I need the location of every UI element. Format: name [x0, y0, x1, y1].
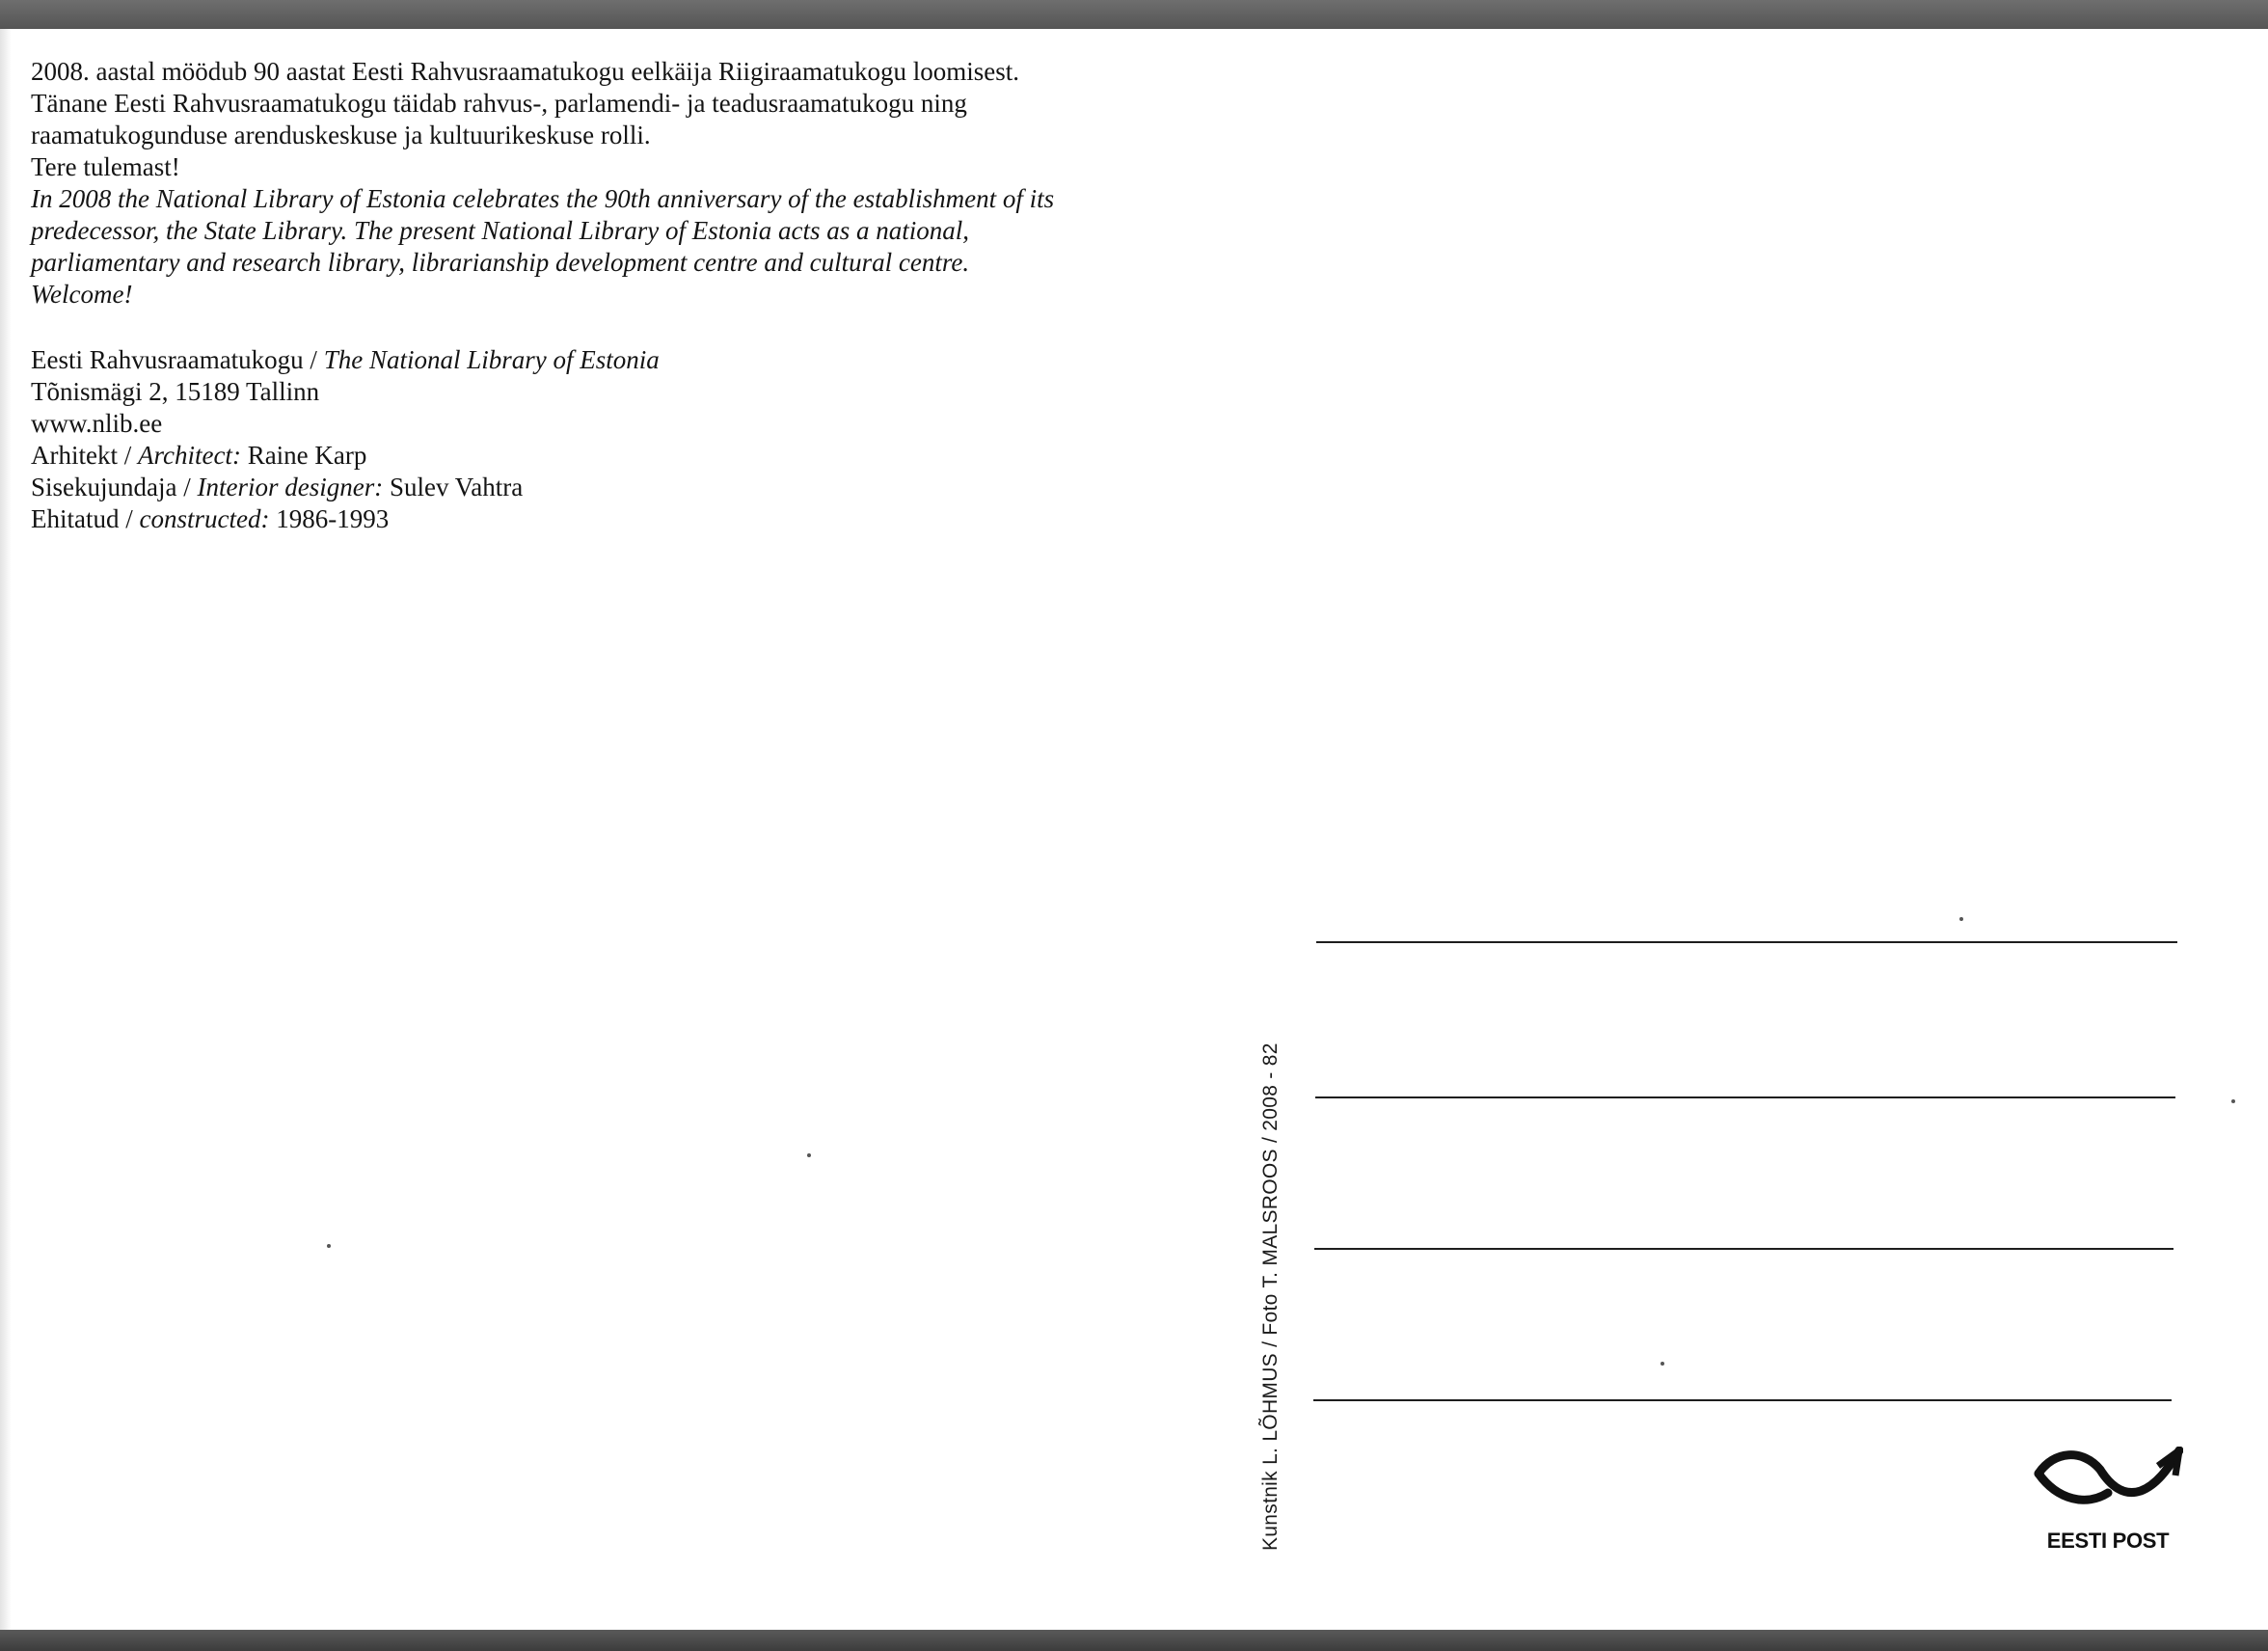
- address-line-3: [1314, 1248, 2174, 1250]
- interior-label-et: Sisekujundaja /: [31, 473, 191, 501]
- dust-speck: [2231, 1099, 2235, 1103]
- paragraph-et-line-3: raamatukogunduse arenduskeskuse ja kultuurikeskuse rolli.: [31, 121, 651, 149]
- paragraph-en-line-1: In 2008 the National Library of Estonia celebrates the 90th anniversary of the establishment of its: [31, 184, 1055, 213]
- dust-speck: [1959, 917, 1963, 921]
- scan-border-bottom: [0, 1630, 2268, 1651]
- constructed-years: 1986-1993: [276, 504, 390, 533]
- paragraph-et-line-2: Tänane Eesti Rahvusraamatukogu täidab rahvus-, parlamendi- ja teadusraamatukogu ning: [31, 89, 967, 118]
- constructed-label-et: Ehitatud /: [31, 504, 133, 533]
- constructed-label-en: constructed:: [139, 504, 270, 533]
- post-horn-icon: [2033, 1447, 2183, 1524]
- eesti-post-text: EESTI POST: [2046, 1529, 2170, 1553]
- paragraph-en-line-4: Welcome!: [31, 280, 133, 309]
- interior-label-en: Interior designer:: [197, 473, 384, 501]
- website: www.nlib.ee: [31, 409, 163, 438]
- photo-credit: Kunstnik L. LÕHMUS / Foto T. MALSROOS / 2008 - 82: [1259, 1042, 1282, 1551]
- paragraph-et-line-1: 2008. aastal möödub 90 aastat Eesti Rahvusraamatukogu eelkäija Riigiraamatukogu loomisest.: [31, 57, 1020, 86]
- interior-name: Sulev Vahtra: [389, 473, 524, 501]
- paragraph-en-line-2: predecessor, the State Library. The present National Library of Estonia acts as a national,: [31, 216, 969, 245]
- address-line-2: [1315, 1096, 2175, 1098]
- address-line-1: [1316, 941, 2177, 943]
- paragraph-en-line-3: parliamentary and research library, librarianship development centre and cultural centre.: [31, 248, 970, 277]
- architect-label-et: Arhitekt /: [31, 441, 132, 470]
- architect-label-en: Architect:: [137, 441, 241, 470]
- description-text: [31, 56, 1284, 535]
- address-line-4: [1313, 1399, 2172, 1401]
- library-name-et: Eesti Rahvusraamatukogu /: [31, 345, 317, 374]
- address: Tõnismägi 2, 15189 Tallinn: [31, 377, 320, 406]
- card-edge-shadow: [0, 29, 12, 1630]
- dust-speck: [1660, 1362, 1664, 1366]
- architect-line: [31, 440, 1284, 472]
- paragraph-et-line-4: Tere tulemast!: [31, 152, 180, 181]
- interior-designer-line: [31, 472, 1284, 503]
- eesti-post-logo: [2033, 1447, 2183, 1553]
- scan-border-top: [0, 0, 2268, 29]
- spacer: [31, 311, 1284, 344]
- library-name-en: The National Library of Estonia: [323, 345, 660, 374]
- architect-name: Raine Karp: [247, 441, 367, 470]
- postcard-back: [0, 29, 2268, 1630]
- dust-speck: [327, 1244, 331, 1248]
- dust-speck: [807, 1153, 811, 1157]
- library-name: [31, 344, 1284, 376]
- constructed-line: [31, 503, 1284, 535]
